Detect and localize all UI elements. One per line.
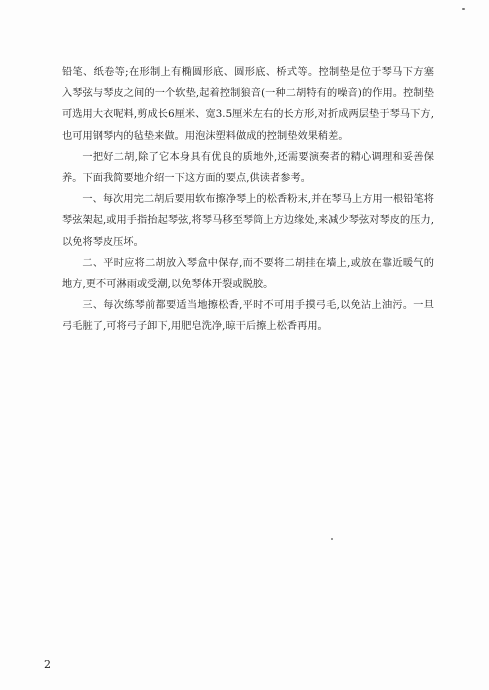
page-number: 2 (44, 658, 51, 671)
paragraph-continuation: 铅笔、纸卷等;在形制上有椭圆形底、圆形底、桥式等。控制垫是位于琴马下方塞入琴弦与琴皮之间的一个软垫,起着控制狼音(一种二胡特有的噪音)的作用。控制垫可选用大衣呢料,剪成长6厘米、宽3.5厘米左右的长方形,对折成两层垫于琴马下方,也可用钢琴内的毡垫来做。用泡沫塑料做成的控制垫效果稍差。 (62, 67, 434, 142)
body-text (62, 62, 434, 338)
paragraph-tip-three: 三、每次练琴前都要适当地擦松香,平时不可用手摸弓毛,以免沾上油污。一旦弓毛脏了,可将弓子卸下,用肥皂洗净,晾干后擦上松香再用。 (62, 300, 434, 333)
scan-speck (331, 538, 333, 540)
paragraph-maintenance-intro: 一把好二胡,除了它本身具有优良的质地外,还需要演奏者的精心调理和妥善保养。下面我简要地介绍一下这方面的要点,供读者参考。 (62, 151, 434, 185)
scan-speck (462, 8, 465, 10)
paragraph-tip-one: 一、每次用完二胡后要用软布擦净琴上的松香粉末,并在琴马上方用一根铅笔将琴弦架起,或用手指抬起琴弦,将琴马移至琴筒上方边缘处,来减少琴弦对琴皮的压力,以免将琴皮压坏。 (62, 194, 434, 248)
paragraph-tip-two: 二、平时应将二胡放入琴盒中保存,而不要将二胡挂在墙上,或放在靠近暖气的地方,更不可淋雨或受潮,以免琴体开裂或脱胶。 (62, 257, 434, 291)
